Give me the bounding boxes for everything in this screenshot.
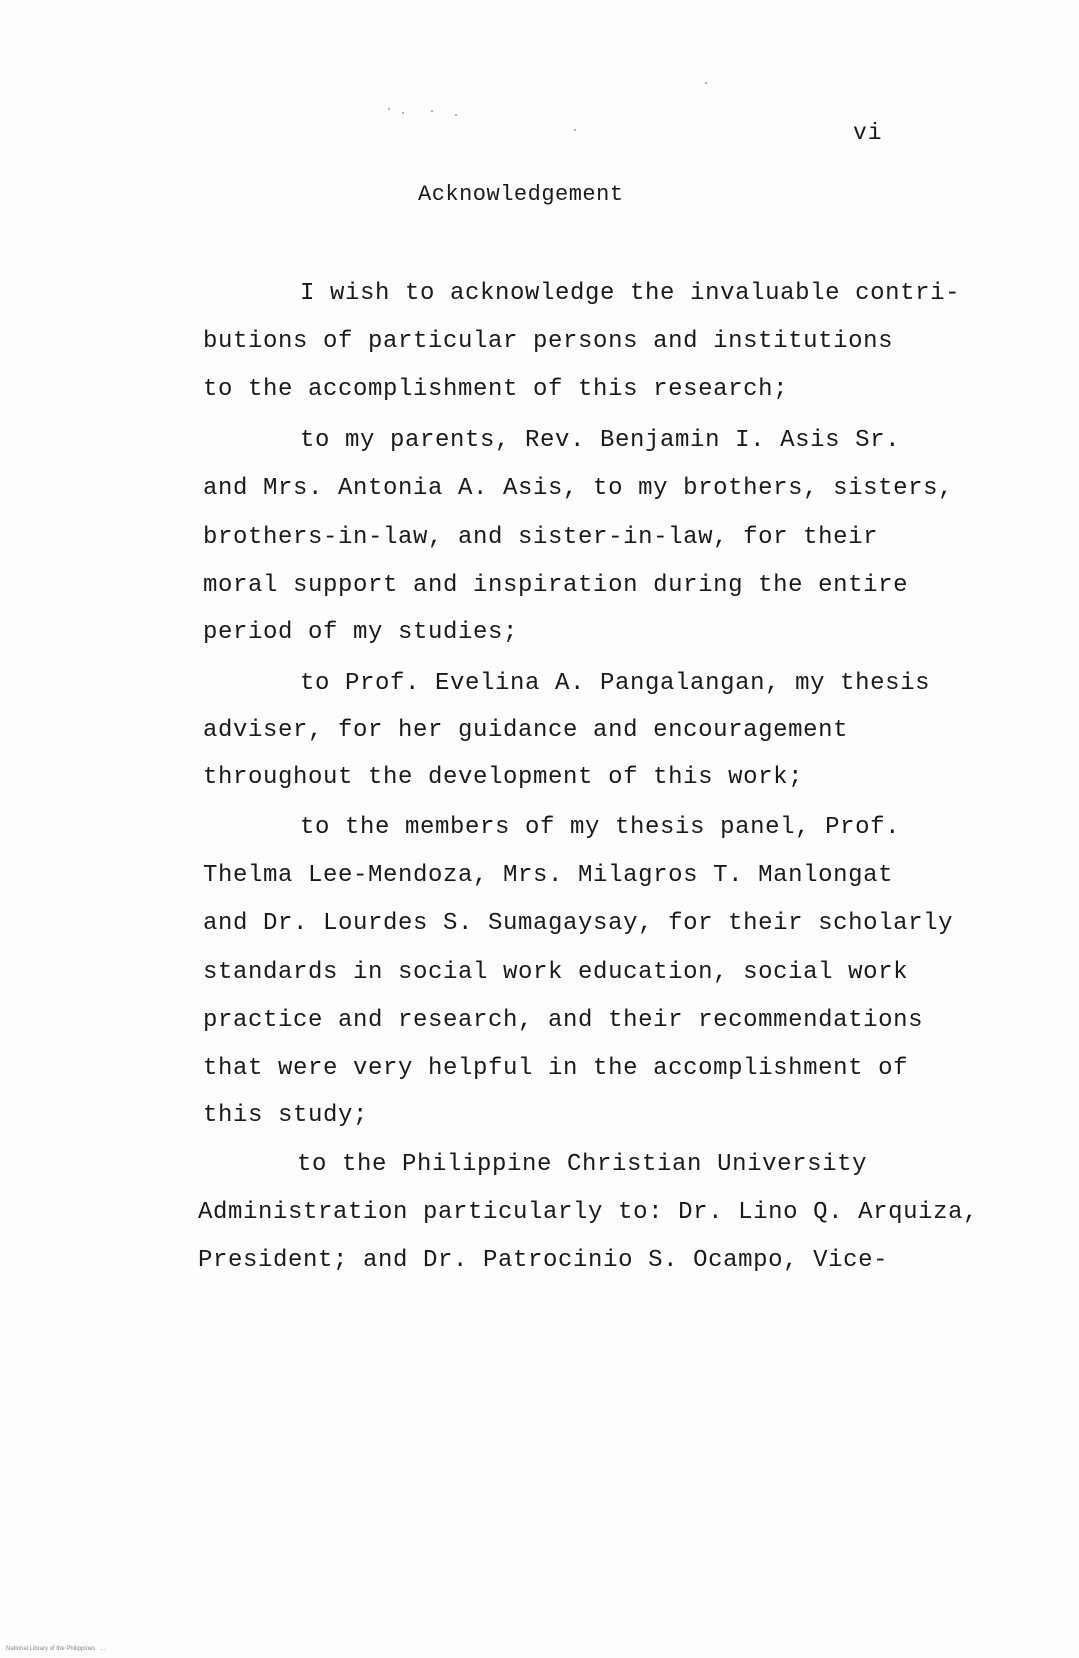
body-line: to my parents, Rev. Benjamin I. Asis Sr. bbox=[300, 427, 901, 454]
page-number: vi bbox=[853, 120, 883, 146]
body-line: this study; bbox=[203, 1102, 369, 1129]
body-line: I wish to acknowledge the invaluable contri- bbox=[300, 280, 961, 307]
body-line: to the accomplishment of this research; bbox=[203, 376, 789, 403]
body-line: butions of particular persons and institutions bbox=[203, 328, 894, 355]
body-line: practice and research, and their recommendations bbox=[203, 1007, 924, 1034]
body-line: period of my studies; bbox=[203, 619, 519, 646]
scan-speck bbox=[431, 110, 433, 112]
scan-speck bbox=[705, 82, 707, 84]
body-line: brothers-in-law, and sister-in-law, for their bbox=[203, 524, 879, 551]
body-line: and Dr. Lourdes S. Sumagaysay, for their scholarly bbox=[203, 910, 954, 937]
scan-speck bbox=[455, 114, 457, 116]
page-title: Acknowledgement bbox=[418, 182, 624, 207]
body-line: to the members of my thesis panel, Prof. bbox=[300, 814, 901, 841]
body-line: moral support and inspiration during the entire bbox=[203, 572, 909, 599]
body-line: Thelma Lee-Mendoza, Mrs. Milagros T. Manlongat bbox=[203, 862, 894, 889]
body-line: adviser, for her guidance and encouragement bbox=[203, 717, 849, 744]
scan-speck bbox=[574, 129, 576, 131]
body-line: Administration particularly to: Dr. Lino Q. Arquiza, bbox=[198, 1199, 979, 1226]
scan-speck bbox=[402, 112, 404, 114]
body-line: standards in social work education, social work bbox=[203, 959, 909, 986]
body-line: President; and Dr. Patrocinio S. Ocampo, Vice- bbox=[198, 1247, 889, 1274]
body-line: that were very helpful in the accomplishment of bbox=[203, 1055, 909, 1082]
body-line: and Mrs. Antonia A. Asis, to my brothers, sisters, bbox=[203, 475, 954, 502]
body-line: throughout the development of this work; bbox=[203, 764, 804, 791]
scan-speck bbox=[388, 108, 390, 110]
body-line: to the Philippine Christian University bbox=[297, 1151, 868, 1178]
scan-footer: National Library of the Philippines ... bbox=[6, 1646, 106, 1652]
body-line: to Prof. Evelina A. Pangalangan, my thesis bbox=[300, 670, 931, 697]
